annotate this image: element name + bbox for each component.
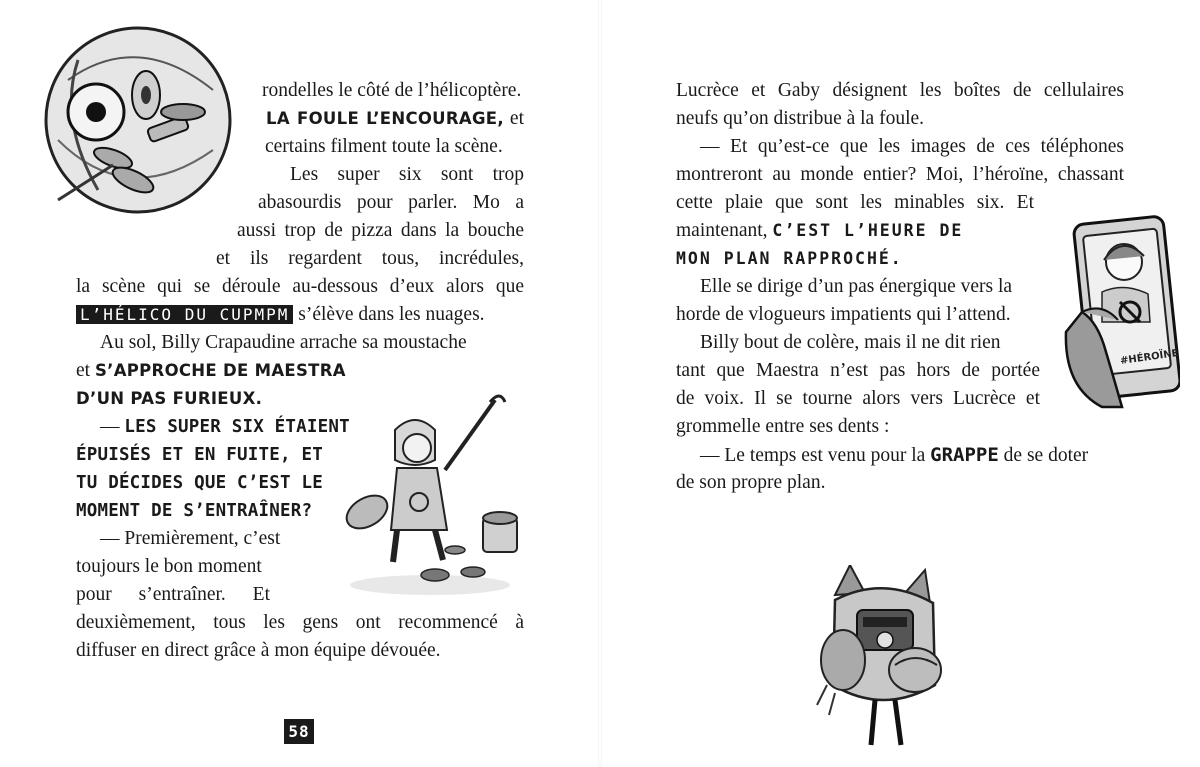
text-line bbox=[76, 273, 524, 301]
text-line bbox=[676, 189, 1034, 217]
text-span: Billy bout de colère, mais il ne dit rien bbox=[700, 332, 1001, 353]
text-line bbox=[76, 385, 356, 413]
text-span: Au sol, Billy Crapaudine arrache sa moustache bbox=[100, 332, 467, 353]
text-span: de se doter bbox=[998, 445, 1089, 466]
emphasis-text: S’APPROCHE DE MAESTRA bbox=[94, 361, 346, 380]
text-span: de voix. Il se tourne alors vers Lucrèce et bbox=[676, 388, 1040, 409]
text-line bbox=[265, 133, 524, 161]
text-line bbox=[100, 525, 325, 553]
text-line bbox=[237, 217, 524, 245]
text-span: la scène qui se déroule au-dessous d’eux alors que bbox=[76, 276, 524, 297]
plan-text: MON PLAN RAPPROCHÉ. bbox=[676, 249, 903, 268]
text-span: horde de vlogueurs impatients qui l’attend. bbox=[676, 304, 1011, 325]
phone-caption: #HÉROÏNE bbox=[1119, 347, 1180, 368]
text-span: s’élève dans les nuages. bbox=[293, 304, 485, 325]
text-span: de son propre plan. bbox=[676, 472, 826, 493]
text-span: — bbox=[100, 416, 125, 437]
text-line bbox=[76, 553, 301, 581]
text-span: et ils regardent tous, incrédules, bbox=[216, 248, 524, 269]
text-line bbox=[76, 469, 323, 497]
text-line bbox=[76, 581, 270, 609]
text-span: rondelles le côté de l’hélicoptère. bbox=[262, 80, 522, 101]
grappe-text: GRAPPE bbox=[930, 444, 999, 466]
text-line bbox=[676, 105, 1124, 133]
text-line bbox=[676, 77, 1124, 105]
text-line bbox=[700, 273, 1040, 301]
text-line bbox=[76, 497, 316, 525]
text-span: grommelle entre ses dents : bbox=[676, 416, 890, 437]
text-span: — Premièrement, c’est bbox=[100, 528, 281, 549]
text-span: — Le temps est venu pour la bbox=[700, 445, 931, 466]
text-line bbox=[266, 105, 524, 133]
text-line bbox=[700, 441, 1124, 469]
helicopter-name-label: L’HÉLICO DU CUPMPM bbox=[76, 305, 293, 324]
text-span: — Et qu’est-ce que les images de ces téléphones bbox=[700, 136, 1124, 157]
shout-text: ÉPUISÉS ET EN FUITE, ET bbox=[76, 445, 323, 465]
text-span: Les super six sont trop bbox=[290, 164, 524, 185]
text-span: abasourdis pour parler. Mo a bbox=[258, 192, 524, 213]
text-span: Elle se dirige d’un pas énergique vers la bbox=[700, 276, 1013, 297]
text-line bbox=[676, 161, 1124, 189]
armored-robot-illustration bbox=[815, 565, 950, 755]
text-span: certains filment toute la scène. bbox=[265, 136, 503, 157]
text-line bbox=[100, 413, 350, 441]
hand-holding-phone-illustration bbox=[1062, 212, 1180, 417]
text-span: aussi trop de pizza dans la bouche bbox=[237, 220, 524, 241]
text-line bbox=[76, 441, 323, 469]
text-line bbox=[676, 469, 1124, 497]
text-span: deuxièmement, tous les gens ont recommencé à bbox=[76, 612, 524, 633]
text-line bbox=[258, 189, 524, 217]
text-line bbox=[676, 301, 1040, 329]
shout-text: MOMENT DE S’ENTRAÎNER? bbox=[76, 501, 313, 521]
text-line bbox=[700, 133, 1124, 161]
shout-text: LES SUPER SIX ÉTAIENT bbox=[124, 417, 350, 437]
text-line bbox=[676, 217, 1040, 245]
text-line bbox=[262, 77, 524, 105]
text-line bbox=[76, 301, 524, 329]
girl-with-pans-illustration bbox=[335, 390, 535, 600]
text-line bbox=[676, 413, 1040, 441]
text-line bbox=[700, 329, 1040, 357]
text-span: neufs qu’on distribue à la foule. bbox=[676, 108, 925, 129]
text-span: diffuser en direct grâce à mon équipe dévouée. bbox=[76, 640, 441, 661]
text-line bbox=[76, 609, 524, 637]
text-span: et bbox=[503, 108, 524, 129]
text-line bbox=[290, 161, 524, 189]
text-line bbox=[676, 357, 1040, 385]
text-line bbox=[676, 245, 1040, 273]
text-line bbox=[76, 637, 524, 665]
text-span: et bbox=[76, 360, 95, 381]
spinning-eye-illustration bbox=[38, 20, 238, 220]
shout-text: TU DÉCIDES QUE C’EST LE bbox=[76, 473, 323, 493]
emphasis-text: D’UN PAS FURIEUX. bbox=[76, 389, 263, 408]
text-span: Lucrèce et Gaby désignent les boîtes de cellulaires bbox=[676, 80, 1124, 101]
plan-text: C’EST L’HEURE DE bbox=[772, 221, 964, 240]
text-span: montreront au monde entier? Moi, l’héroïne, chassant bbox=[676, 164, 1124, 185]
text-line bbox=[216, 245, 524, 273]
text-span: toujours le bon moment bbox=[76, 556, 262, 577]
text-line bbox=[76, 357, 356, 385]
text-line bbox=[100, 329, 524, 357]
text-span: pour s’entraîner. Et bbox=[76, 584, 270, 605]
emphasis-text: LA FOULE L’ENCOURAGE, bbox=[266, 109, 504, 128]
text-span: maintenant, bbox=[676, 220, 773, 241]
text-span: tant que Maestra n’est pas hors de portée bbox=[676, 360, 1040, 381]
text-line bbox=[676, 385, 1040, 413]
right-page bbox=[600, 0, 1200, 767]
text-span: cette plaie que sont les minables six. Et bbox=[676, 192, 1034, 213]
page-number: 58 bbox=[284, 719, 314, 744]
